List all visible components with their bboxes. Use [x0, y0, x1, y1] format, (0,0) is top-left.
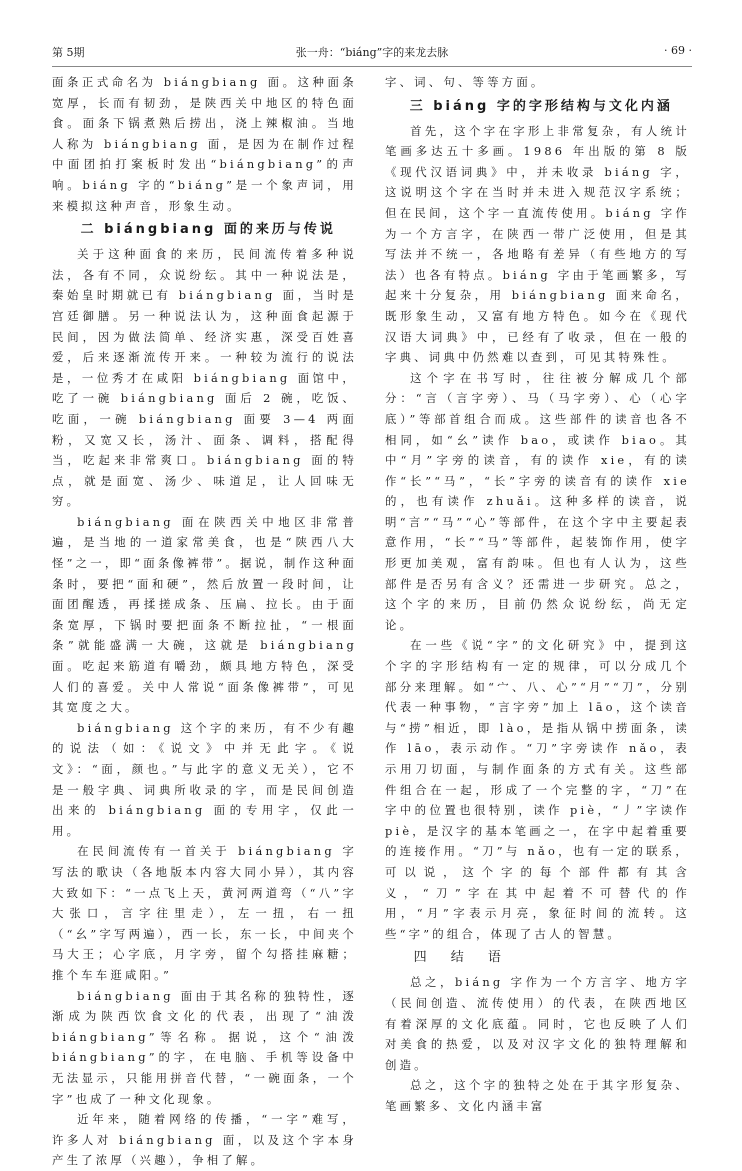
- paragraph: 字、词、句、等等方面。: [385, 75, 546, 89]
- paragraph: biángbiang 面由于其名称的独特性，逐渐成为陕西饮食文化的代表，出现了“油泼 biángbiang”等名称。据说，这个“油泼 biángbiang”的字，在电脑、手机等设备中无法显示，只能用拼音代替，“一碗面条，一个字”也成了一种文化现象。: [52, 988, 357, 1106]
- right-column: [385, 72, 690, 1117]
- section-heading: 三 biáng 字的字形结构与文化内涵: [409, 98, 673, 114]
- running-header: [52, 44, 692, 67]
- paragraph: 这个字在书写时，往往被分解成几个部分：“言（言字旁）、马（马字旁）、心（心字底）”等部首组合而成。这些部件的读音也各不相同，如“幺”读作 bao，或读作 biao。其中“月”字旁的读音，有的读作 xie，有的读作“长”“马”，“长”字旁的读音有的读作 xie 的，也有读作 zhuǎi。这种多样的读音，说明“言”“马”“心”等部件，在这个字中主要起表意作用，“长”“马”等部件，起装饰作用，使字形更加美观，富有韵味。但也有人认为，这些部件是否另有含义？还需进一步研究。总之，这个字的来历，目前仍然众说纷纭，尚无定论。: [385, 370, 690, 632]
- paragraph: 总之，这个字的独特之处在于其字形复杂、笔画繁多、文化内涵丰富: [385, 1078, 690, 1113]
- paragraph: 关于这种面食的来历，民间流传着多种说法，各有不同，众说纷纭。其中一种说法是，秦始皇时期就已有 biángbiang 面，当时是宫廷御膳。另一种说法认为，这种面食起源于民间，因为做法简单、经济实惠，深受百姓喜爱，后来逐渐流传开来。一种较为流行的说法是，一位秀才在咸阳 biángbiang 面馆中，吃了一碗 biángbiang 面后 2 碗，吃饭、吃面，一碗 biángbiang 面要 3—4 两面粉，又宽又长，汤汁、面条、调料，搭配得当，吃起来非常爽口。biángbiang 面的特点，就是面宽、汤少、味道足，让人回味无穷。: [52, 247, 357, 509]
- section-heading: 四 结 语: [413, 950, 511, 966]
- paragraph: 在民间流传有一首关于 biángbiang 字写法的歌诀（各地版本内容大同小异），其内容大致如下：“一点飞上天，黄河两道弯（“八”字大张口，言字往里走），左一扭，右一扭（“幺”字写两遍），西一长，东一长，中间夹个马大王；心字底，月字旁，留个勾搭挂麻糖；推个车车逛咸阳。”: [52, 844, 357, 982]
- paragraph: biángbiang 面在陕西关中地区非常普遍，是当地的一道家常美食，也是“陕西八大怪”之一，即“面条像裤带”。据说，制作这种面条时，要把“面和硬”，然后放置一段时间，让面团醒透，再揉搓成条、压扁、拉长。由于面条宽厚，下锅时要把面条不断拉扯，“一根面条”就能盛满一大碗，这就是 biángbiang 面。吃起来筋道有嚼劲，颇具地方特色，深受人们的喜爱。关中人常说“面条像裤带”，可见其宽度之大。: [52, 514, 357, 715]
- paragraph: 面条正式命名为 biángbiang 面。这种面条宽厚，长而有韧劲，是陕西关中地区的特色面食。面条下锅煮熟后捞出，浇上辣椒油。当地人称为 biángbiang 面，是因为在制作过程中面团拍打案板时发出“biángbiang”的声响。biáng 字的“biáng”是一个象声词，用来模拟这种声音，形象生动。: [52, 75, 357, 213]
- left-column: [52, 72, 357, 1171]
- paragraph: 首先，这个字在字形上非常复杂，有人统计笔画多达五十多画。1986 年出版的第 8 版《现代汉语词典》中，并未收录 biáng 字，这说明这个字在当时并未进入规范汉字系统；但在民间，这个字一直流传使用。biáng 字作为一个方言字，在陕西一带广泛使用，但是其写法并不统一，各地略有差异（有些地方的写法）也各有特点。biáng 字由于笔画繁多，写起来十分复杂，用 biángbiang 面来命名，既形象生动，又富有地方特色。如今在《现代汉语大词典》中，已经有了收录，但在一般的字典、词典中仍然难以查到，可见其特殊性。: [385, 123, 690, 365]
- section-heading: 二 biángbiang 面的来历与传说: [80, 222, 336, 238]
- paragraph: 近年来，随着网络的传播，“一字”难写，许多人对 biángbiang 面，以及这个字本身产生了浓厚（兴趣），争相了解。: [52, 1112, 357, 1168]
- paragraph: biángbiang 这个字的来历，有不少有趣的说法（如：《说文》中并无此字。《说文》：“面，颜也。”与此字的意义无关），它不是一般字典、词典所收录的字，而是民间创造出来的 biángbiang 面的专用字，仅此一用。: [52, 720, 357, 838]
- running-title: 张一舟：“biáng”字的来龙去脉: [295, 46, 449, 59]
- page-number: · 69 ·: [664, 44, 692, 57]
- paragraph: 在一些《说“字”的文化研究》中，提到这个字的字形结构有一定的规律，可以分成几个部分来理解。如“宀、八、心”“月”“刀”，分别代表一种事物，“言字旁”加上 lāo，这个读音与“捞”相近，即 lào，是指从锅中捞面条，读作 lāo，表示动作。“刀”字旁读作 nǎo，表示用刀切面，与制作面条的方式有关。这些部件组合在一起，形成了一个完整的字，“刀”在字中的位置也很特别，读作 piè，“丿”字读作 piè，是汉字的基本笔画之一，在字中起着重要的连接作用。“刀”与 nǎo，也有一定的联系，可以说，这个字的每个部件都有其含义，“刀”字在其中起着不可替代的作用，“月”字表示月亮，象征时间的流转。这些“字”的组合，体现了古人的智慧。: [385, 638, 690, 941]
- paragraph: 总之，biáng 字作为一个方言字、地方字（民间创造、流传使用）的代表，在陕西地区有着深厚的文化底蕴。同时，它也反映了人们对美食的热爱，以及对汉字文化的独特理解和创造。: [385, 975, 690, 1072]
- issue-number: 第 5期: [52, 46, 85, 59]
